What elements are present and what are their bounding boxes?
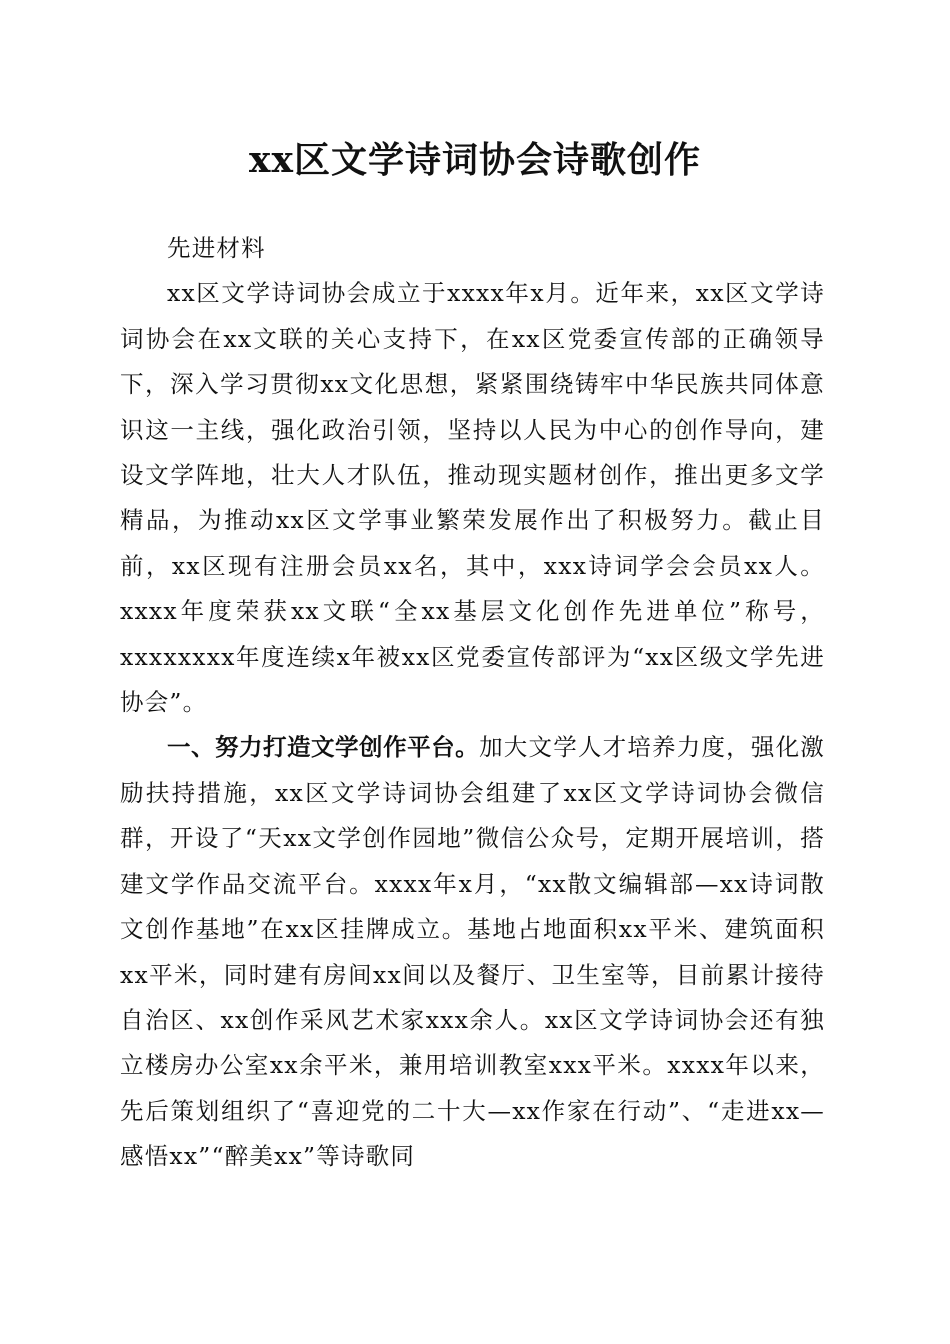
section-1-text: 加大文学人才培养力度，强化激励扶持措施，xx区文学诗词协会组建了xx区文学诗词协会微信群，开设了“天xx文学创作园地”微信公众号，定期开展培训，搭建文学作品交流平台。xxxx年x月，“xx散文编辑部—xx诗词散文创作基地”在xx区挂牌成立。基地占地面积xx平米、建筑面积xx平米，同时建有房间xx间以及餐厅、卫生室等，目前累计接待自治区、xx创作采风艺术家xxx余人。xx区文学诗词协会还有独立楼房办公室xx余平米，兼用培训教室xxx平米。xxxx年以来，先后策划组织了“喜迎党的二十大—xx作家在行动”、“走进xx—感悟xx”“醉美xx”等诗歌同 — [120, 733, 825, 1171]
section-1-heading: 一、努力打造文学创作平台。 — [167, 733, 480, 762]
subtitle-paragraph: 先进材料 — [167, 234, 266, 262]
document-title: xx区文学诗词协会诗歌创作 — [249, 139, 701, 181]
section-1-paragraph — [120, 725, 825, 1179]
document-body — [120, 226, 825, 1180]
intro-paragraph: xx区文学诗词协会成立于xxxx年x月。近年来，xx区文学诗词协会在xx文联的关心支持下，在xx区党委宣传部的正确领导下，深入学习贯彻xx文化思想，紧紧围绕铸牢中华民族共同体意识这一主线，强化政治引领，坚持以人民为中心的创作导向，建设文学阵地，壮大人才队伍，推动现实题材创作，推出更多文学精品，为推动xx区文学事业繁荣发展作出了积极努力。截止目前，xx区现有注册会员xx名，其中，xxx诗词学会会员xx人。xxxx年度荣获xx文联“全xx基层文化创作先进单位”称号，xxxxxxxx年度连续x年被xx区党委宣传部评为“xx区级文学先进协会”。 — [120, 279, 825, 717]
